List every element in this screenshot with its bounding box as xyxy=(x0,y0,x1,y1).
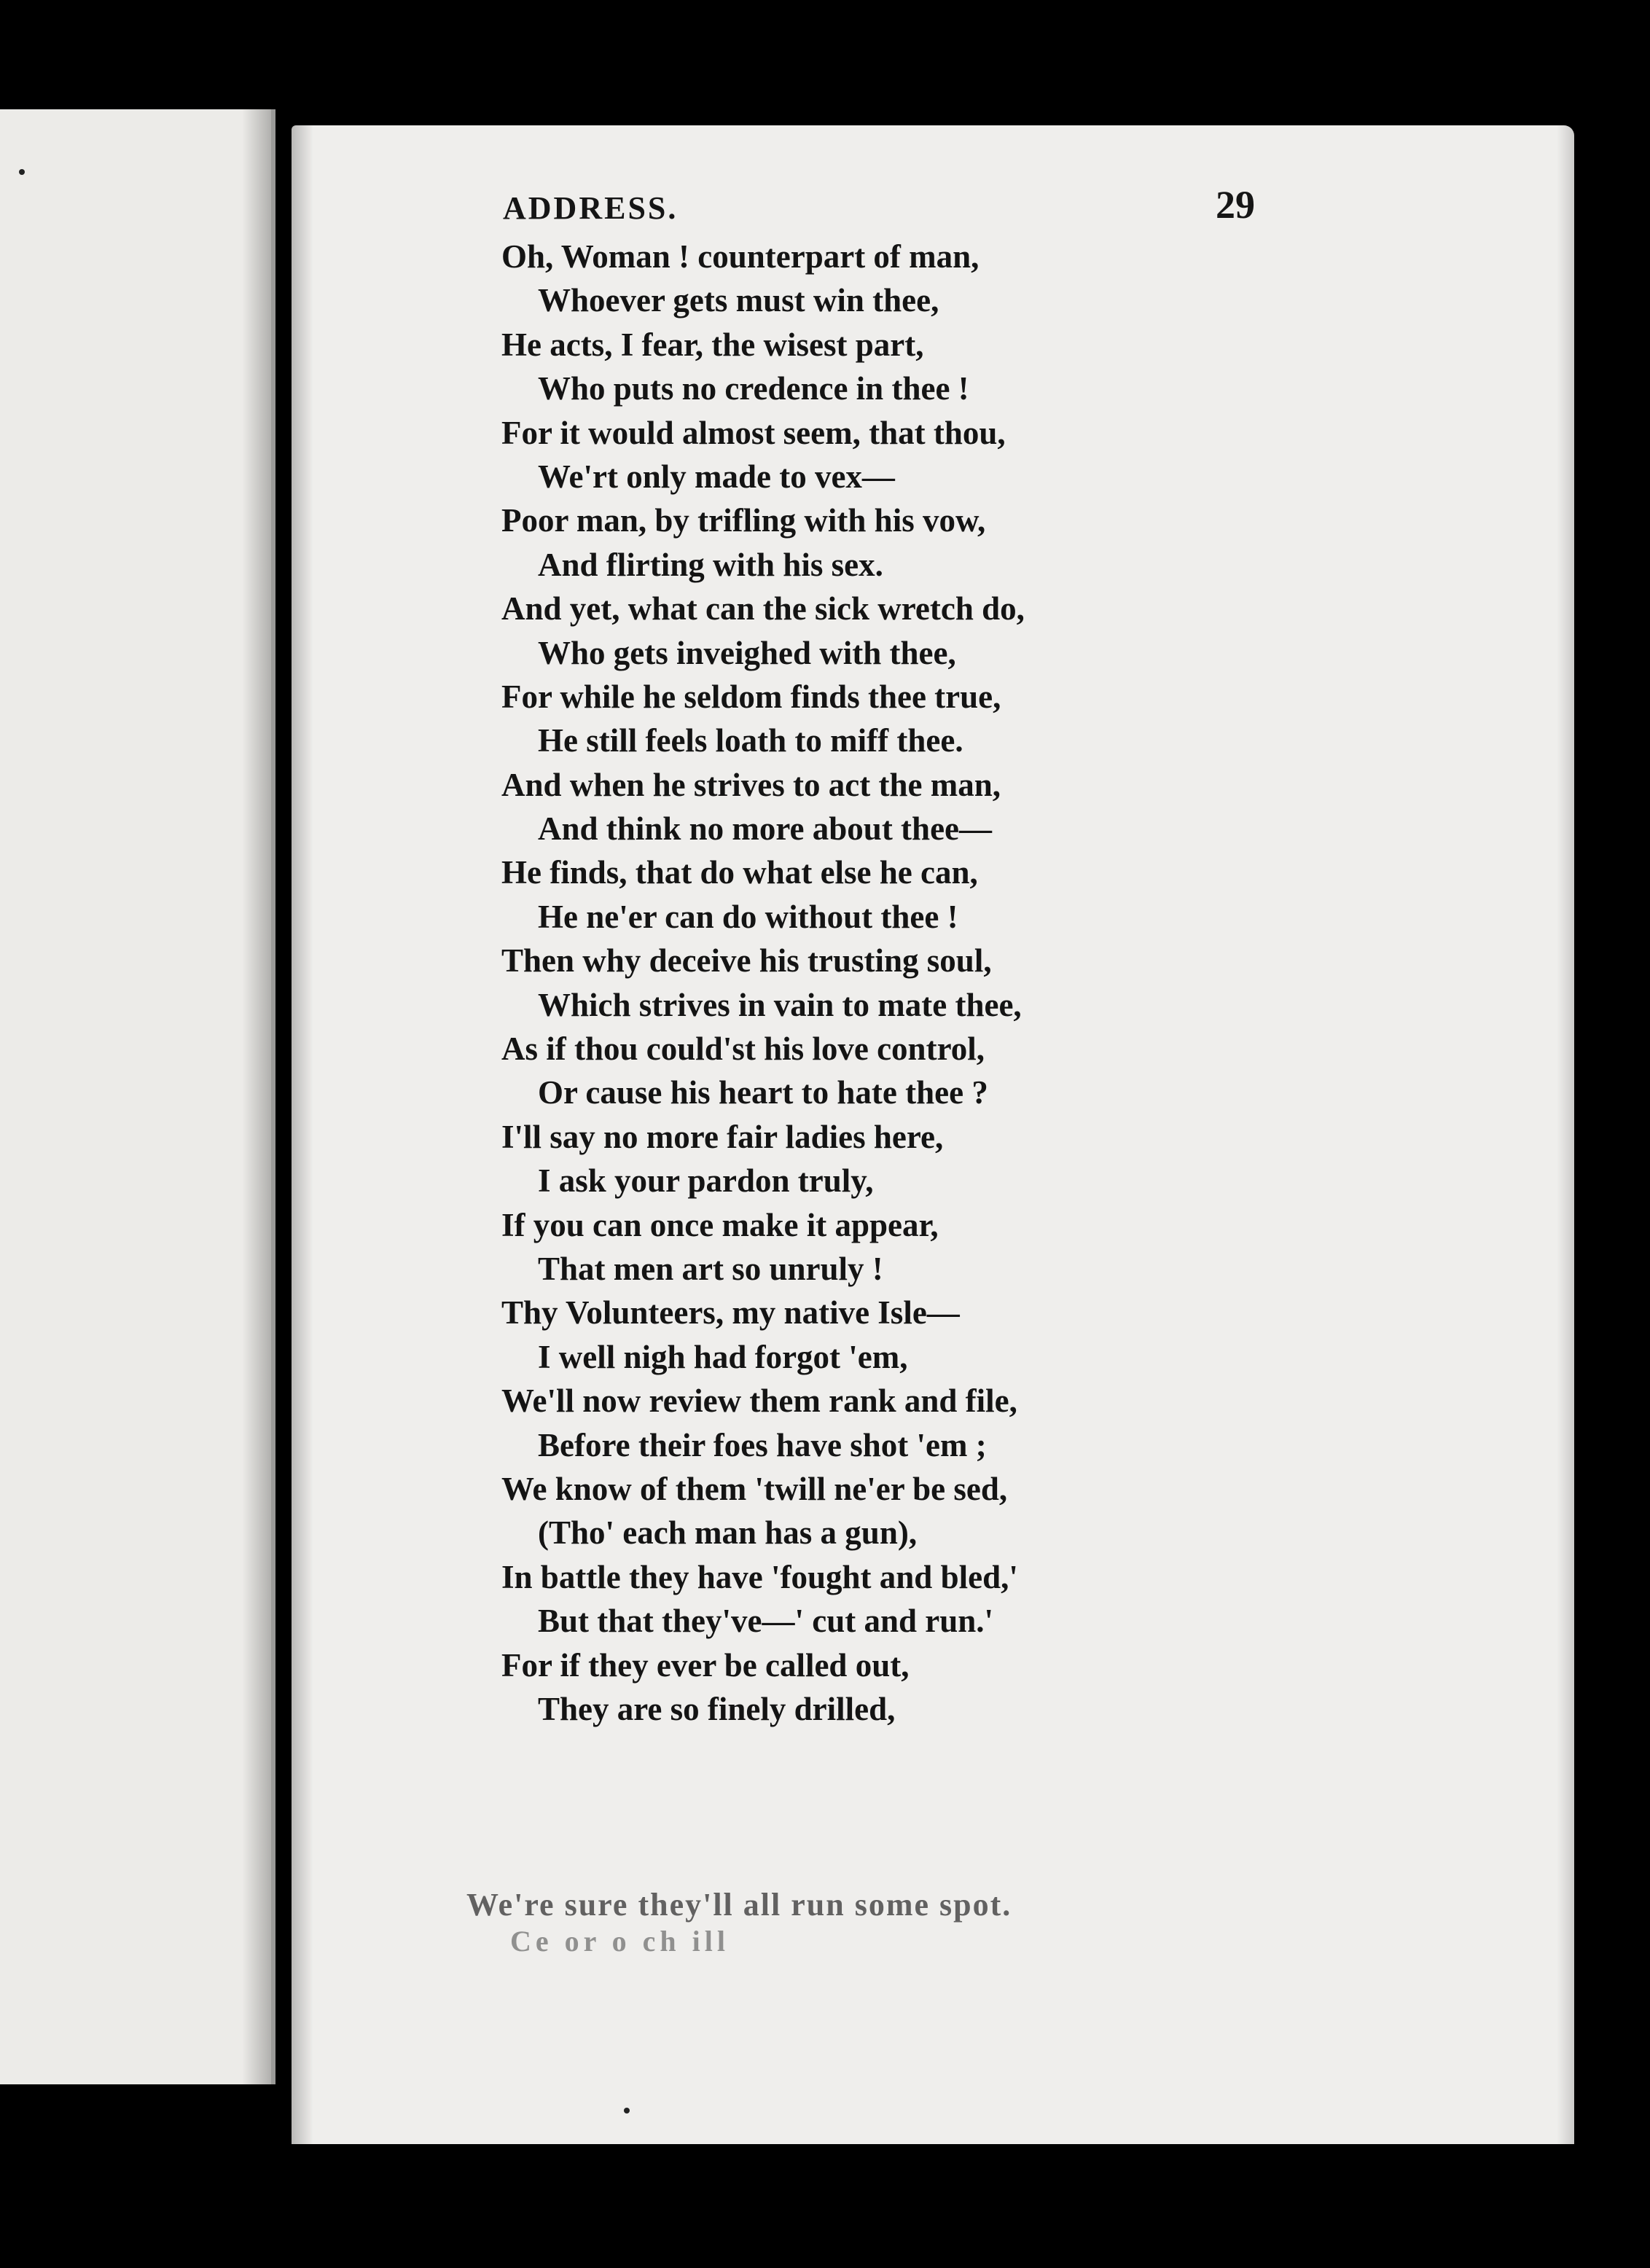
poem-line: And think no more about thee— xyxy=(538,810,993,848)
poem-line: Which strives in vain to mate thee, xyxy=(538,986,1022,1023)
page-number: 29 xyxy=(1216,183,1255,227)
poem-line: We'll now review them rank and file, xyxy=(501,1383,1017,1420)
poem-line: I well nigh had forgot 'em, xyxy=(538,1338,908,1375)
poem-line: Who gets inveighed with thee, xyxy=(538,634,956,671)
ink-speck xyxy=(624,2108,630,2113)
poem-line: We'rt only made to vex— xyxy=(538,458,895,495)
poem-line: As if thou could'st his love control, xyxy=(501,1031,985,1068)
partial-line: We're sure they'll all run some spot. xyxy=(466,1887,1012,1923)
poem-line: I'll say no more fair ladies here, xyxy=(501,1118,944,1155)
poem-line: For while he seldom finds thee true, xyxy=(501,678,1001,715)
poem-line: And when he strives to act the man, xyxy=(501,766,1001,803)
poem-line: Then why deceive his trusting soul, xyxy=(501,942,992,979)
poem-line: Whoever gets must win thee, xyxy=(538,282,939,319)
page-right-edge xyxy=(1557,125,1574,2144)
ink-speck xyxy=(19,169,25,175)
poem-line: In battle they have 'fought and bled,' xyxy=(501,1558,1018,1595)
poem-text xyxy=(501,235,1303,1731)
poem-line: I ask your pardon truly, xyxy=(538,1162,874,1200)
left-page xyxy=(0,109,275,2084)
partial-line-2: Ce or o ch ill xyxy=(510,1925,730,1958)
poem-line: He still feels loath to miff thee. xyxy=(538,722,963,759)
poem-line: They are so finely drilled, xyxy=(538,1690,896,1727)
poem-line: But that they've—' cut and run.' xyxy=(538,1603,994,1640)
poem-line: Oh, Woman ! counterpart of man, xyxy=(501,238,980,275)
poem-line: And yet, what can the sick wretch do, xyxy=(501,590,1025,627)
poem-line: For if they ever be called out, xyxy=(501,1646,910,1684)
poem-line: We know of them 'twill ne'er be sed, xyxy=(501,1470,1008,1507)
poem-line: That men art so unruly ! xyxy=(538,1250,883,1287)
poem-line: Or cause his heart to hate thee ? xyxy=(538,1074,988,1111)
poem-line: Before their foes have shot 'em ; xyxy=(538,1426,987,1463)
poem-line: For it would almost seem, that thou, xyxy=(501,414,1006,451)
poem-line: Poor man, by trifling with his vow, xyxy=(501,502,986,539)
poem-line: Who puts no credence in thee ! xyxy=(538,370,969,407)
poem-line: And flirting with his sex. xyxy=(538,546,883,583)
poem-line: He acts, I fear, the wisest part, xyxy=(501,326,924,363)
gutter-shadow xyxy=(242,109,271,2084)
running-head: ADDRESS. xyxy=(503,190,679,226)
poem-line: He ne'er can do without thee ! xyxy=(538,898,958,935)
poem-line: (Tho' each man has a gun), xyxy=(538,1514,918,1552)
page-edge-shadow xyxy=(292,125,313,2144)
poem-line: Thy Volunteers, my native Isle— xyxy=(501,1294,960,1332)
poem-line: If you can once make it appear, xyxy=(501,1206,939,1243)
poem-line: He finds, that do what else he can, xyxy=(501,854,978,891)
